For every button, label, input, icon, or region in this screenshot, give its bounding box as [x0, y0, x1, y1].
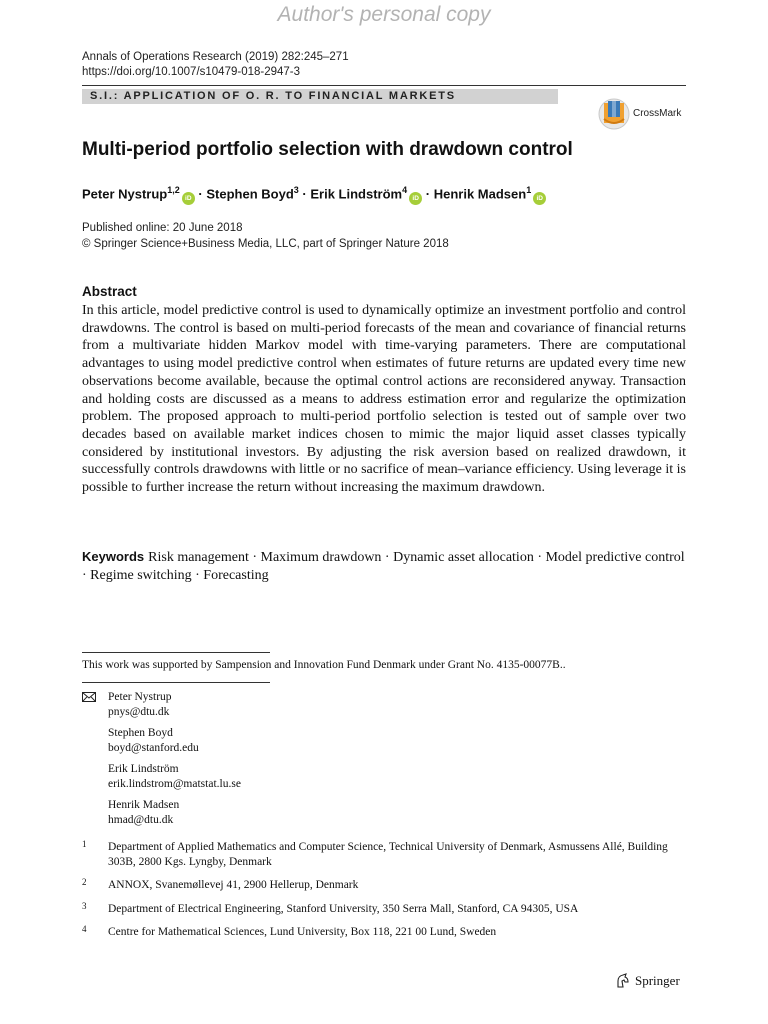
author-affiliation-ref: 4 [402, 185, 408, 195]
doi-link[interactable]: https://doi.org/10.1007/s10479-018-2947-3 [82, 66, 301, 78]
affiliation-number: 1 [82, 839, 87, 849]
author-separator: · [425, 186, 431, 202]
crossmark-icon [596, 97, 632, 131]
crossmark-badge[interactable] [596, 97, 692, 131]
contact-list [108, 690, 241, 834]
keywords-list: Risk management · Maximum drawdown · Dynamic asset allocation · Model predictive control · Regime switching · Forecasting [82, 550, 685, 583]
abstract-text: In this article, model predictive control is used to dynamically optimize an investment portfolio and control drawdowns. The control is based on multi-period forecasts of the mean and covariance of financial returns from a multivariate hidden Markov model with time-varying parameters. There are computational advantages to using model predictive control when estimates of future returns are updated every time new observations become available, because the optimal control actions are reconsidered anyway. Transaction and holding costs are discussed as a means to address estimation error and regularize the optimization problem. The proposed approach to multi-period portfolio selection is tested out of sample over two decades based on available market indices chosen to mimic the major liquid asset classes typically considered by institutional investors. By adjusting the risk aversion based on realized drawdown, it successfully controls drawdowns with little or no sacrifice of mean–variance efficiency. Using leverage it is possible to further increase the return without increasing the maximum drawdown. [82, 303, 686, 496]
affiliation-entry [82, 878, 686, 893]
contact-email[interactable]: erik.lindstrom@matstat.lu.se [108, 777, 241, 790]
affiliation-list [82, 840, 686, 949]
affiliation-number: 4 [82, 924, 87, 934]
journal-header [82, 50, 349, 80]
orcid-icon[interactable]: iD [182, 192, 195, 205]
author-name: Peter Nystrup [82, 186, 168, 202]
orcid-icon[interactable]: iD [409, 192, 422, 205]
affiliation-text: Department of Applied Mathematics and Computer Science, Technical University of Denmark, Asmussens Allé, Building 303B, 2800 Kgs. Lyngby, Denmark [108, 841, 668, 868]
author-affiliation-ref: 1,2 [167, 185, 180, 195]
contact-name: Stephen Boyd [108, 727, 173, 739]
author-affiliation-ref: 1 [526, 185, 532, 195]
article-title: Multi-period portfolio selection with drawdown control [82, 139, 573, 160]
contact-email[interactable]: hmad@dtu.dk [108, 813, 174, 826]
author-name: Stephen Boyd [206, 186, 294, 202]
affiliation-text: Centre for Mathematical Sciences, Lund University, Box 118, 221 00 Lund, Sweden [108, 926, 497, 938]
keywords [82, 548, 686, 585]
affiliation-number: 2 [82, 877, 87, 887]
copyright-notice: © Springer Science+Business Media, LLC, part of Springer Nature 2018 [82, 237, 449, 250]
springer-horse-icon [614, 972, 632, 990]
contact-email[interactable]: boyd@stanford.edu [108, 741, 199, 754]
contact-email[interactable]: pnys@dtu.dk [108, 705, 170, 718]
footnote-rule [82, 652, 270, 653]
journal-citation: Annals of Operations Research (2019) 282:245–271 [82, 51, 349, 63]
publisher-name: Springer [635, 973, 680, 988]
funding-note: This work was supported by Sampension and Innovation Fund Denmark under Grant No. 4135-00077B.. [82, 659, 566, 671]
footnote-rule [82, 682, 270, 683]
envelope-icon [82, 692, 96, 702]
author-affiliation-ref: 3 [293, 185, 299, 195]
contact-name: Peter Nystrup [108, 691, 172, 703]
author-name: Erik Lindström [310, 186, 403, 202]
affiliation-entry [82, 840, 686, 869]
contact-name: Henrik Madsen [108, 799, 180, 811]
section-label: S.I.: APPLICATION OF O. R. TO FINANCIAL MARKETS [82, 89, 558, 104]
affiliation-number: 3 [82, 900, 87, 911]
contact-entry [108, 798, 241, 827]
contact-name: Erik Lindström [108, 763, 179, 775]
header-rule [82, 85, 686, 86]
contact-entry [108, 762, 241, 791]
author-list [82, 185, 546, 205]
published-date: Published online: 20 June 2018 [82, 222, 243, 234]
publisher-logo [614, 972, 694, 990]
orcid-icon[interactable]: iD [533, 192, 546, 205]
author-name: Henrik Madsen [433, 186, 527, 202]
abstract-heading: Abstract [82, 284, 137, 299]
keywords-label: Keywords [82, 549, 145, 564]
author-separator: · [198, 186, 203, 202]
affiliation-text: Department of Electrical Engineering, Stanford University, 350 Serra Mall, Stanford, CA 94305, USA [108, 902, 579, 915]
contact-entry [108, 690, 241, 719]
watermark: Author's personal copy [277, 3, 491, 26]
contact-entry [108, 726, 241, 755]
publication-info [82, 221, 449, 252]
author-separator: · [302, 186, 307, 202]
affiliation-entry [82, 925, 686, 940]
affiliation-text: ANNOX, Svanemøllevej 41, 2900 Hellerup, Denmark [108, 879, 359, 891]
crossmark-label: CrossMark [633, 108, 682, 119]
affiliation-entry [82, 902, 686, 917]
